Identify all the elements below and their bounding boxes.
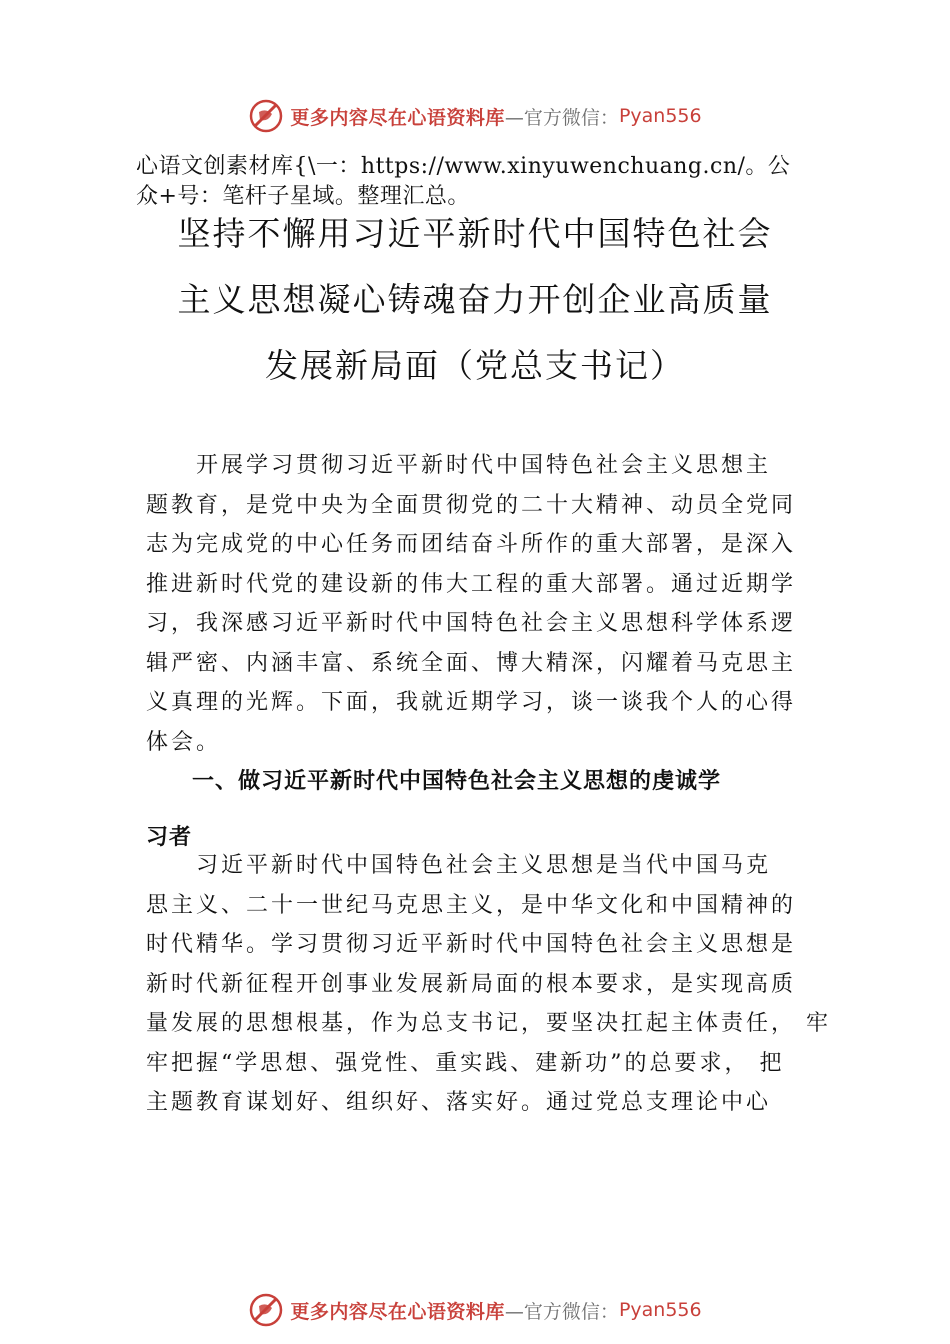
brand-logo-icon	[248, 1292, 284, 1328]
footer-watermark-banner	[0, 1290, 950, 1330]
paragraph-line: 推进新时代党的建设新的伟大工程的重大部署。通过近期学	[146, 571, 797, 597]
banner-wechat-label: —官方微信：	[504, 1300, 619, 1323]
section-1-paragraph	[146, 846, 831, 1123]
source-line: 众+号：笔杆子星域。整理汇总。	[136, 184, 470, 209]
paragraph-line: 思主义、二十一世纪马克思主义，是中华文化和中国精神的	[146, 892, 797, 918]
paragraph-line: 志为完成党的中心任务而团结奋斗所作的重大部署，是深入	[146, 532, 797, 557]
heading-line: 一、做习近平新时代中国特色社会主义思想的虔诚学	[146, 769, 722, 794]
paragraph-line: 开展学习贯彻习近平新时代中国特色社会主义思想主	[146, 453, 772, 478]
paragraph-line: 新时代新征程开创事业发展新局面的根本要求，是实现高质	[146, 971, 797, 997]
paragraph-line: 习近平新时代中国特色社会主义思想是当代中国马克	[146, 853, 772, 878]
paragraph-line: 主题教育谋划好、组织好、落实好。通过党总支理论中心	[146, 1090, 772, 1115]
banner-wechat-label: —官方微信：	[504, 106, 619, 129]
paragraph-line: 牢把握“学思想、强党性、重实践、建新功”的总要求， 把	[146, 1050, 785, 1076]
banner-text: 更多内容尽在心语资料库	[290, 1300, 505, 1323]
source-note	[136, 152, 836, 212]
brand-logo-icon	[248, 98, 284, 134]
document-title-line-3: 发展新局面（党总支书记）	[265, 346, 685, 385]
paragraph-line: 时代精华。学习贯彻习近平新时代中国特色社会主义思想是	[146, 932, 797, 957]
paragraph-line: 辑严密、内涵丰富、系统全面、博大精深，闪耀着马克思主	[146, 650, 797, 676]
paragraph-line: 义真理的光辉。下面，我就近期学习，谈一谈我个人的心得	[146, 690, 797, 715]
banner-wechat-id: Pyan556	[618, 1299, 702, 1321]
document-title-line-1: 坚持不懈用习近平新时代中国特色社会	[177, 214, 773, 253]
heading-line: 习者	[146, 825, 193, 850]
header-watermark-banner	[0, 96, 950, 136]
paragraph-line: 体会。	[146, 729, 222, 755]
banner-wechat-id: Pyan556	[618, 105, 702, 127]
paragraph-line: 量发展的思想根基，作为总支书记，要坚决扛起主体责任， 牢	[146, 1011, 831, 1036]
paragraph-line: 题教育，是党中央为全面贯彻党的二十大精神、动员全党同	[146, 492, 797, 518]
intro-paragraph	[146, 446, 806, 762]
source-line: 心语文创素材库{\一：https://www.xinyuwenchuang.cn/。公	[136, 154, 791, 179]
paragraph-line: 习，我深感习近平新时代中国特色社会主义思想科学体系逻	[146, 611, 797, 636]
banner-text: 更多内容尽在心语资料库	[290, 106, 505, 129]
document-title-line-2: 主义思想凝心铸魂奋力开创企业高质量	[177, 280, 773, 319]
